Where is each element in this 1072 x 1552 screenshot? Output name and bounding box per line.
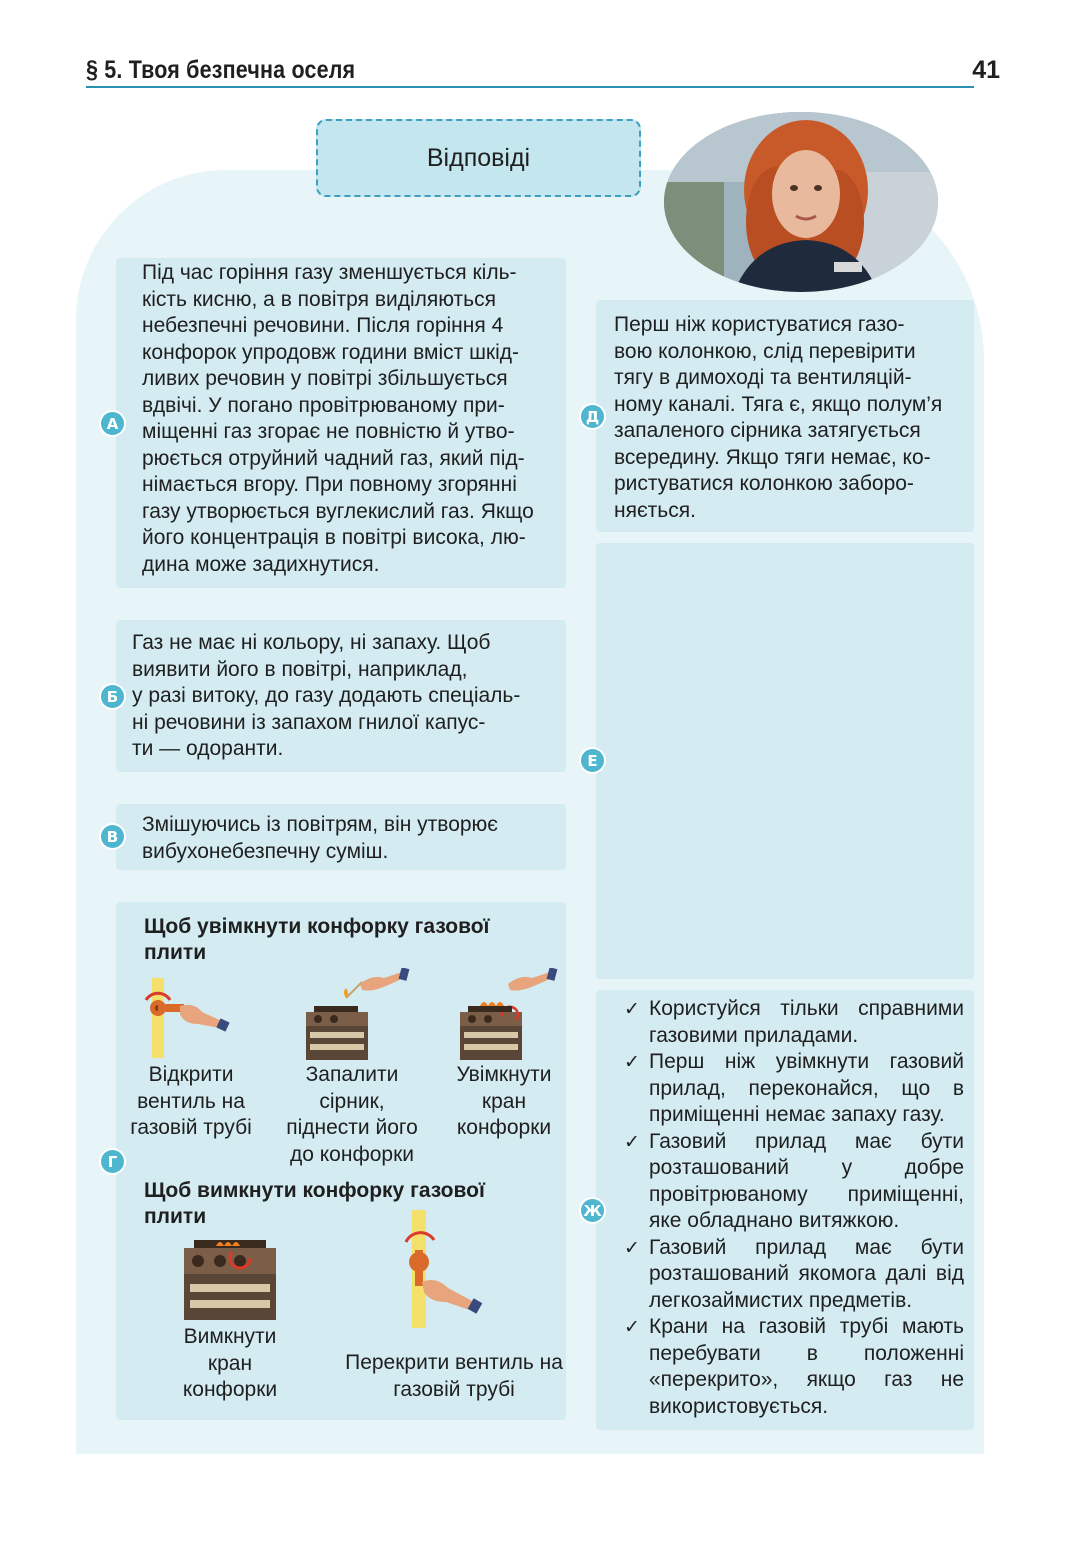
- badge-zh: Ж: [579, 1197, 606, 1224]
- header-rule: [86, 86, 974, 88]
- card-a-text: [142, 260, 558, 578]
- card-d-line: запаленого сірника затягується: [614, 419, 921, 442]
- page-number: 41: [972, 56, 1000, 84]
- safety-tip: [622, 1129, 964, 1235]
- card-d-line: Перш ніж користуватися газо-: [614, 313, 905, 336]
- safety-tip-text: Перш ніж увімкнути газовий прилад, переконайся, що в приміщенні немає запаху газу.: [649, 1050, 964, 1126]
- badge-a: А: [99, 410, 126, 437]
- card-g: [116, 902, 566, 1420]
- card-b-line: виявити його в повітрі, наприклад,: [132, 657, 468, 681]
- checkmark-icon: ✓: [624, 1236, 640, 1259]
- checkmark-icon: ✓: [624, 1316, 640, 1338]
- card-v-line: вибухонебезпечну суміш.: [142, 839, 389, 863]
- turn-on-step-2: Запалити сірник, піднести його до конфорки: [286, 1063, 418, 1166]
- safety-tip: [622, 996, 964, 1049]
- checkmark-icon: ✓: [624, 998, 640, 1020]
- card-b-text: [132, 630, 554, 763]
- checkmark-icon: ✓: [624, 1130, 640, 1153]
- stove-match-icon: [304, 968, 414, 1060]
- card-a-line: рюється отруйний чадний газ, який під-: [142, 446, 525, 470]
- badge-v: В: [99, 823, 126, 850]
- card-d-line: вою колонкою, слід перевірити: [614, 339, 916, 363]
- safety-tip: [622, 1049, 964, 1129]
- answers-title: Відповіді: [426, 143, 531, 172]
- card-a-line: ливих речовин у повітрі збільшується: [142, 367, 508, 390]
- turn-off-step-1: Вимкнути кран конфорки: [182, 1325, 278, 1401]
- page-header: [86, 56, 1000, 90]
- card-d-text: [614, 312, 958, 524]
- card-b-line: ні речовини із запахом гнилої капус-: [132, 710, 486, 734]
- gas-pipe-valve-closed-icon: [400, 1210, 490, 1328]
- portrait-illustration: [664, 112, 938, 292]
- card-a-line: німається вгору. При повному згорянні: [142, 473, 517, 496]
- card-e: [596, 543, 974, 979]
- card-a-line: його концентрація в повітрі висока, лю-: [142, 526, 526, 549]
- turn-on-heading: Щоб увімкнути конфорку газової плити: [144, 915, 490, 964]
- card-b: [116, 620, 566, 772]
- card-a-line: газу утворюється вуглекислий газ. Якщо: [142, 499, 534, 523]
- badge-d: Д: [579, 403, 606, 430]
- card-d-line: всередину. Якщо тяги немає, ко-: [614, 445, 931, 469]
- safety-tip: [622, 1314, 964, 1420]
- stove-knob-off-icon: [180, 1238, 280, 1320]
- checkmark-icon: ✓: [624, 1051, 640, 1073]
- card-d-line: няється.: [614, 498, 696, 522]
- safety-tip-text: Користуйся тільки справними газовими приладами.: [649, 997, 964, 1047]
- answers-title-box: [316, 119, 641, 197]
- card-v-text: [142, 812, 558, 865]
- turn-on-step-1: Відкрити вентиль на газовій трубі: [130, 1063, 252, 1139]
- card-d-line: тягу в димоході та вентиляцій-: [614, 366, 912, 389]
- gas-pipe-valve-open-icon: [140, 978, 230, 1058]
- stove-flame-on-icon: [458, 968, 568, 1060]
- card-a-line: дина може задихнутися.: [142, 552, 380, 576]
- card-v: [116, 804, 566, 870]
- safety-tip: [622, 1235, 964, 1315]
- turn-off-step-2: Перекрити вентиль на газовій трубі: [345, 1351, 563, 1401]
- card-a-line: небезпечні речовини. Після горіння 4: [142, 314, 504, 337]
- card-a-line: Під час горіння газу зменшується кіль-: [142, 261, 517, 284]
- badge-g: Г: [99, 1148, 126, 1175]
- card-a-line: конфорок упродовж години вміст шкід-: [142, 340, 520, 364]
- card-d-line: ному каналі. Тяга є, якщо полум’я: [614, 392, 943, 416]
- card-b-line: у разі витоку, до газу додають спеціаль-: [132, 684, 521, 707]
- card-v-line: Змішуючись із повітрям, він утворює: [142, 813, 499, 836]
- card-b-line: ти — одоранти.: [132, 737, 284, 760]
- card-d-line: ристуватися колонкою заборо-: [614, 472, 914, 495]
- card-a-line: кість кисню, а в повітря виділяються: [142, 287, 496, 311]
- card-b-line: Газ не має ні кольору, ні запаху. Щоб: [132, 631, 491, 654]
- badge-b: Б: [99, 683, 126, 710]
- card-a: [116, 258, 566, 588]
- turn-off-heading: Щоб вимкнути конфорку газової плити: [144, 1179, 485, 1228]
- safety-tips-list: [622, 996, 964, 1420]
- card-a-line: вдвічі. У погано провітрюваному при-: [142, 393, 505, 417]
- card-a-line: міщенні газ згорає не повністю й утво-: [142, 420, 515, 443]
- section-title: § 5. Твоя безпечна оселя: [86, 56, 356, 84]
- safety-tip-text: Крани на газовій трубі мають перебувати в положенні «перекрито», якщо газ не використовується.: [649, 1315, 964, 1418]
- safety-tip-text: Газовий прилад має бути розташований у добре провітрюваному приміщенні, яке обладнано витяжкою.: [649, 1129, 964, 1232]
- safety-tip-text: Газовий прилад має бути розташований якомога далі від легкозаймистих предметів.: [649, 1235, 964, 1312]
- card-d: [596, 300, 974, 532]
- turn-on-step-3: Увімкнути кран конфорки: [456, 1063, 552, 1139]
- rescuer-portrait-photo: [664, 112, 938, 292]
- badge-e: Е: [579, 747, 606, 774]
